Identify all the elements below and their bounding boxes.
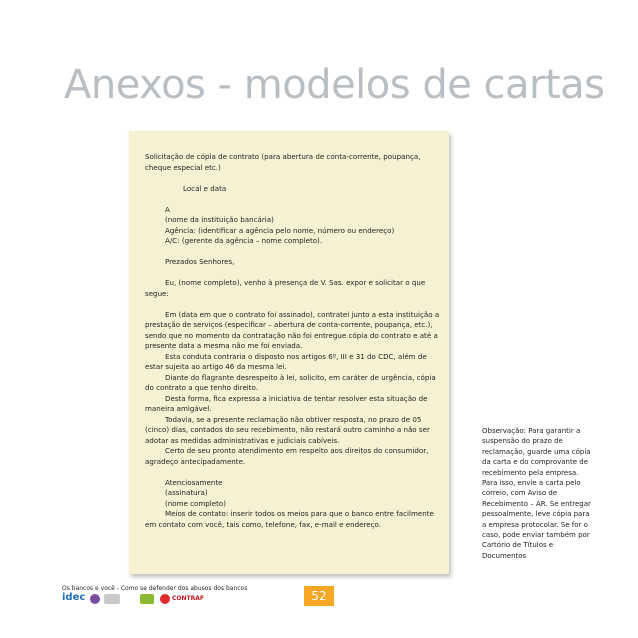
letter-subject: Solicitação de cópia de contrato (para abertura de conta-corrente, poupança, cheque especial etc.) [145, 152, 421, 172]
footer-text: Os bancos e você - Como se defender dos abusos dos bancos [62, 585, 248, 592]
page-title: Anexos - modelos de cartas [64, 62, 605, 108]
letter-recipient-line: Agência: (identificar a agência pelo nome, número ou endereço) [165, 225, 395, 235]
letter-salutation: Prezados Senhores, [165, 257, 235, 266]
page-number: 52 [311, 589, 327, 603]
partner-logo-icon [140, 594, 154, 604]
partner-logo-icon [160, 594, 170, 604]
letter-paragraph: Todavia, se a presente reclamação não obtiver resposta, no prazo de 05 (cinco) dias, contados do seu recebimento, não restará outro caminho a não ser adotar as medidas administrativas e judiciais cabíveis. [145, 414, 430, 445]
letter-closing-line: (assinatura) [165, 488, 208, 497]
letter-paragraph: Eu, (nome completo), venho à presença de V. Sas. expor e solicitar o que segue: [145, 278, 426, 298]
partner-logo-icon [90, 594, 100, 604]
idec-logo: idec [62, 592, 86, 603]
letter-body [145, 152, 445, 530]
contraf-logo: CONTRAF [172, 595, 204, 602]
letter-closing-line: (nome completo) [165, 498, 227, 508]
letter-closing-line: Atenciosamente [165, 477, 223, 487]
partner-logo-icon [104, 594, 120, 604]
letter-paragraph: Diante do flagrante desrespeito à lei, solicito, em caráter de urgência, cópia do contrato a que tenho direito. [145, 372, 436, 392]
letter-paragraph: Certo de seu pronto atendimento em respeito aos direitos do consumidor, agradeço antecipadamente. [145, 446, 429, 466]
letter-recipient-line: (nome da instituição bancária) [165, 215, 274, 224]
footer-logos [62, 592, 252, 606]
letter-recipient-line: A/C: (gerente da agência – nome completo). [165, 236, 323, 245]
letter-recipient-line: A [165, 204, 170, 214]
page-number-badge [304, 586, 334, 606]
letter-contact: Meios de contato: inserir todos os meios para que o banco entre facilmente em contato com você, tais como, telefone, fax, e-mail e endereço. [145, 509, 434, 529]
letter-paragraph: Em (data em que o contrato foi assinado), contratei junto a esta instituição a prestação de serviços (especificar – abertura de conta-corrente, poupança, etc.), sendo que no momento da contratação não foi entregue cópia do contrato e até a presente data a mesma não me foi enviada. [145, 309, 440, 350]
letter-paragraph: Desta forma, fica expressa a iniciativa de tentar resolver esta situação de maneira amigável. [145, 393, 428, 413]
side-note: Observação: Para garantir a suspensão do prazo de reclamação, guarde uma cópia da carta e do comprovante de recebimento pela empresa. Para isso, envie a carta pelo correio, com Aviso de Recebimento – AR. Se entregar pessoalmente, leve cópia para a empresa protocolar. Se for o caso, pode enviar também por Cartório de Títulos e Documentos [482, 427, 591, 560]
letter-paragraph: Esta conduta contraria o disposto nos artigos 6º, III e 31 do CDC, além de estar sujeita ao artigo 46 da mesma lei. [145, 351, 427, 371]
letter-place-date: Local e data [183, 183, 227, 193]
